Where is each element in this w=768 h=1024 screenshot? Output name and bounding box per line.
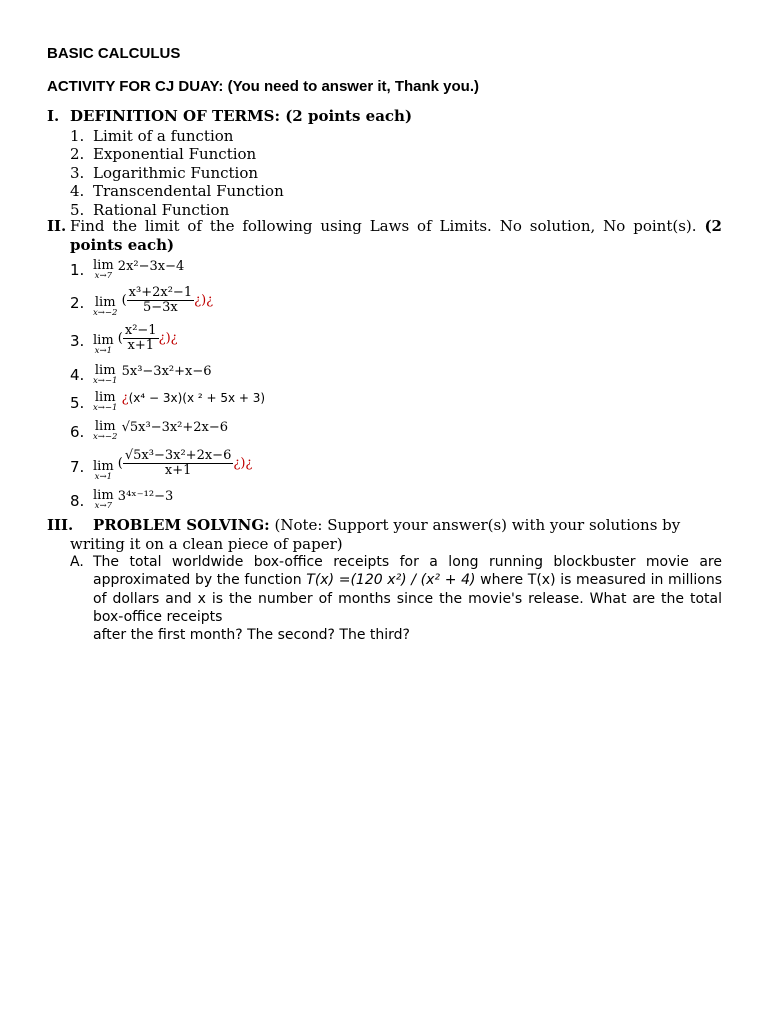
section-3-heading: PROBLEM SOLVING: (Note: Support your answer(s) with your solutions by xyxy=(93,516,681,534)
activity-heading: ACTIVITY FOR CJ DUAY: (You need to answer it, Thank you.) xyxy=(47,78,479,95)
document-page: BASIC CALCULUS ACTIVITY FOR CJ DUAY: (You need to answer it, Thank you.) I. DEFINITION OF TERMS: (2 points each) 1. Limit of a function 2. Exponential Function 3. Logarithmic Function 4. Transcendental Function 5. Rational Function II. Find the limit of the following using Laws of Limits. No solution, No point(s). (2 points each) 1. lim x→7 2x²−3x−4 2. lim x→−2 ( $\frac{\text{x³+2x²−1}}{5-3x}$ ¿)¿ 3. lim x→1 ( $\frac{\text{x²−1}}{x+1}$ ¿)¿ 4. lim x→−1 5x³−3x²+x−6 5. lim x→−1 ¿(x⁴ − 3x)(x ² + 5x + 3) 6. lim x→−2 √5x³−3x²+2x−6 7. lim x→1 ( $\frac{\text{√5x³−3x²+2x−6}}{x+1}$ ¿)¿ 8. lim x→7 3⁴ˣ⁻¹²−3 III. PROBLEM SOLVING: (Note: Support your answer(s) with your solutions by writing it on a clean piece of paper) A. The total worldwide box-office receipts for a long running blockbuster movie are approximated by the function T(x) =(120 x²) / (x² + 4) where T(x) is measured in millions of dollars and x is the number of months since the movie's release. What are the total box-office receipts after the first month? The second? The third? xyxy=(47,45,722,644)
lim-operator: lim x→1 xyxy=(93,333,114,356)
section-2-instruction: Find the limit of the following using Laws of Limits. No solution, No point(s). (2 xyxy=(70,217,722,235)
lim-operator: lim x→7 xyxy=(93,258,114,281)
limit-expression: √5x³−3x²+2x−6 xyxy=(121,420,229,435)
limit-fraction: $\frac{\text{√5x³−3x²+2x−6}}{x+1}$ xyxy=(124,448,232,478)
section-2 xyxy=(47,217,722,254)
problem-a-label: A. xyxy=(70,554,84,570)
problem-a-question: after the first month? The second? The third? xyxy=(93,627,410,644)
document-title: BASIC CALCULUS xyxy=(47,45,181,62)
limit-expression: 2x²−3x−4 xyxy=(117,259,185,274)
list-item: 1. Limit of a function xyxy=(70,127,234,145)
lim-operator: lim x→7 xyxy=(93,488,114,511)
section-1-title: DEFINITION OF TERMS: (2 points each) xyxy=(70,107,413,125)
problem-a-text: The total worldwide box-office receipts for a long running blockbuster movie are approximated by the function T(x) =(120 x²) / (x² + 4) where T(x) is measured in millions of dollars and x is the number of months since the movie's release. What are the total box-office receipts xyxy=(93,554,722,625)
limit-expression: 3⁴ˣ⁻¹²−3 xyxy=(117,489,174,504)
section-1-number: I. xyxy=(47,107,60,125)
limit-expression: (x⁴ − 3x)(x ² + 5x + 3) xyxy=(128,391,266,405)
lim-operator: lim x→−2 xyxy=(93,295,118,318)
section-3 xyxy=(47,516,722,553)
limit-expression: 5x³−3x²+x−6 xyxy=(121,364,212,379)
list-item: 5. Rational Function xyxy=(70,200,230,219)
lim-operator: lim x→−1 xyxy=(93,363,118,386)
list-item: 4. Transcendental Function xyxy=(70,182,284,201)
definition-list xyxy=(70,127,284,219)
section-3-number: III. xyxy=(47,516,74,534)
list-item: 2. Exponential Function xyxy=(70,145,257,164)
lim-operator: lim x→1 xyxy=(93,459,114,482)
section-3-note-cont: writing it on a clean piece of paper) xyxy=(70,534,343,553)
problem-a xyxy=(70,553,722,644)
section-1-heading xyxy=(47,107,412,125)
lim-operator: lim x→−2 xyxy=(93,419,118,442)
list-item: 3. Logarithmic Function xyxy=(70,163,259,182)
problem-a-function: T(x) =(120 x²) / (x² + 4) xyxy=(306,572,476,589)
lim-operator: lim x→−1 xyxy=(93,390,118,413)
limit-fraction: $\frac{\text{x²−1}}{x+1}$ xyxy=(124,323,157,353)
section-2-number: II. xyxy=(47,217,67,235)
limit-fraction: $\frac{\text{x³+2x²−1}}{5-3x}$ xyxy=(128,285,193,315)
section-2-points: points each) xyxy=(70,235,175,254)
